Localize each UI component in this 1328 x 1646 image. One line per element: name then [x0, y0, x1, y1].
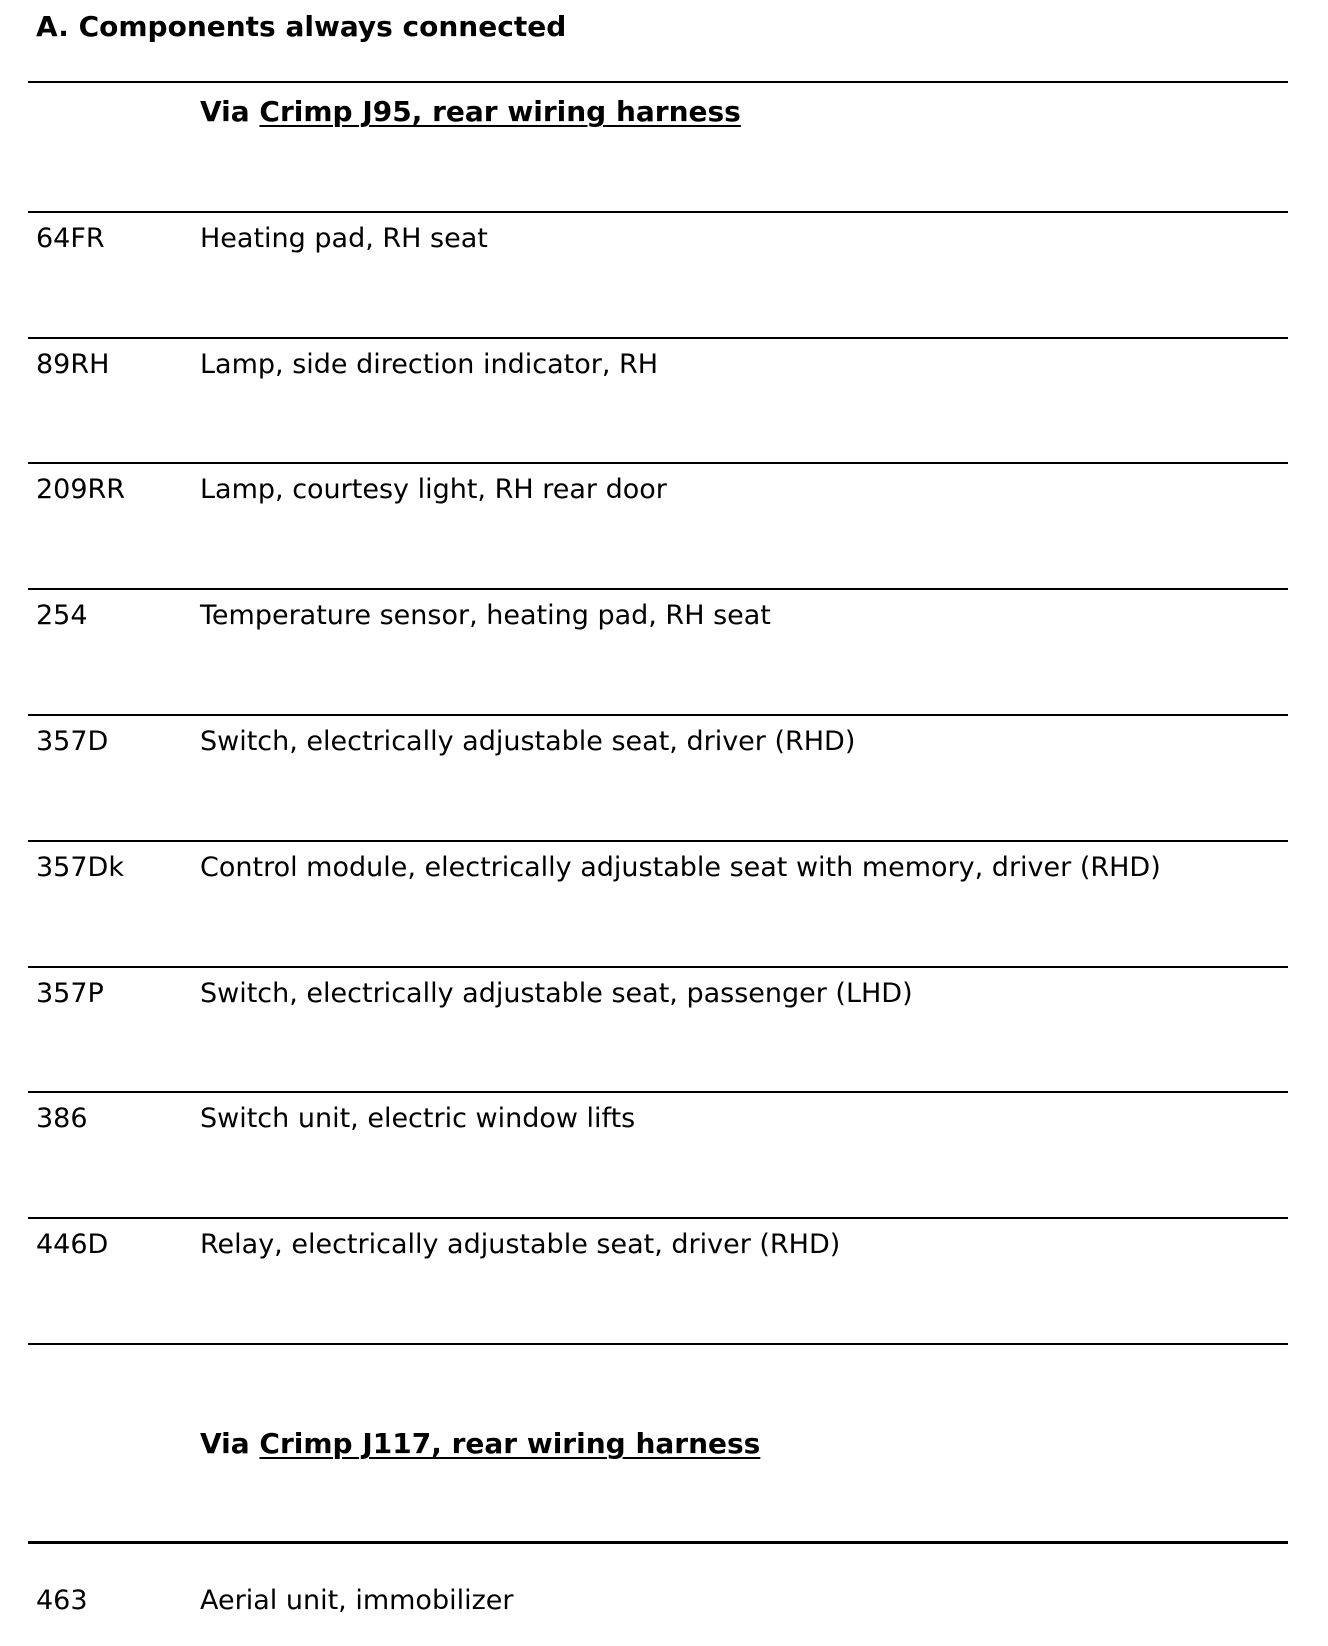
group-heading-j95 [200, 95, 741, 128]
component-description: Switch, electrically adjustable seat, driver (RHD) [200, 726, 856, 757]
component-code: 386 [36, 1103, 88, 1134]
component-code: 209RR [36, 474, 126, 505]
divider [28, 966, 1288, 968]
divider [28, 81, 1288, 83]
divider [28, 211, 1288, 213]
component-code: 446D [36, 1229, 109, 1260]
divider [28, 1091, 1288, 1093]
group-heading-prefix: Via [200, 95, 260, 128]
component-description: Relay, electrically adjustable seat, driver (RHD) [200, 1229, 841, 1260]
component-description: Switch unit, electric window lifts [200, 1103, 636, 1134]
crimp-j117-link[interactable]: Crimp J117, rear wiring harness [259, 1427, 761, 1460]
divider [28, 462, 1288, 464]
component-code: 463 [36, 1585, 88, 1616]
component-description: Switch, electrically adjustable seat, passenger (LHD) [200, 978, 913, 1009]
component-description: Lamp, courtesy light, RH rear door [200, 474, 667, 505]
divider [28, 1217, 1288, 1219]
section-title: A. Components always connected [36, 10, 567, 43]
component-code: 89RH [36, 349, 110, 380]
component-code: 254 [36, 600, 88, 631]
crimp-j95-link[interactable]: Crimp J95, rear wiring harness [259, 95, 741, 128]
divider [28, 1343, 1288, 1345]
group-heading-j117 [200, 1427, 760, 1460]
component-description: Lamp, side direction indicator, RH [200, 349, 659, 380]
component-description: Control module, electrically adjustable seat with memory, driver (RHD) [200, 852, 1161, 883]
divider [28, 1541, 1288, 1544]
component-code: 357D [36, 726, 109, 757]
divider [28, 840, 1288, 842]
group-heading-prefix: Via [200, 1427, 260, 1460]
divider [28, 714, 1288, 716]
component-description: Aerial unit, immobilizer [200, 1585, 514, 1616]
component-description: Temperature sensor, heating pad, RH seat [200, 600, 771, 631]
component-description: Heating pad, RH seat [200, 223, 488, 254]
component-code: 357Dk [36, 852, 124, 883]
component-code: 64FR [36, 223, 105, 254]
divider [28, 588, 1288, 590]
component-code: 357P [36, 978, 104, 1009]
divider [28, 337, 1288, 339]
